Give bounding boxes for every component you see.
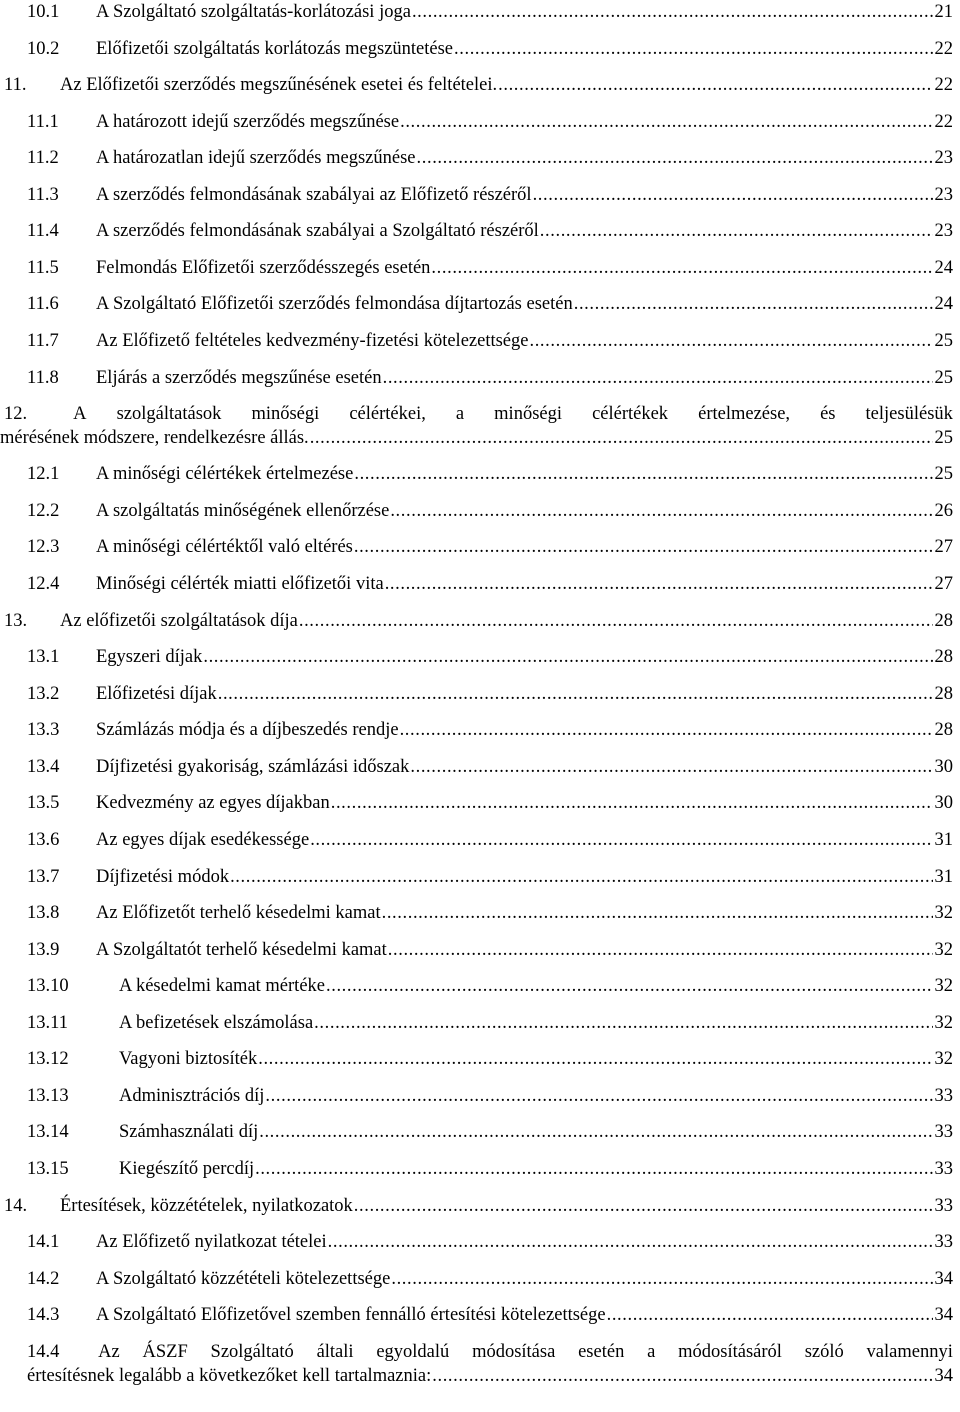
toc-entry[interactable]	[0, 256, 953, 280]
toc-entry-page: 25	[934, 331, 953, 351]
toc-entry-number: 13.	[4, 611, 28, 631]
toc-entry[interactable]	[0, 0, 953, 24]
toc-entry[interactable]	[0, 535, 953, 559]
dot-leader	[410, 755, 932, 779]
toc-entry-title-word: általi	[316, 1342, 354, 1362]
dot-leader	[431, 256, 932, 280]
toc-entry-page: 30	[934, 757, 953, 777]
toc-entry[interactable]	[0, 402, 953, 450]
toc-entry-title: Eljárás a szerződés megszűnése esetén	[96, 368, 382, 388]
toc-entry-title-word: Az	[98, 1342, 120, 1362]
dot-leader	[540, 219, 933, 243]
toc-entry[interactable]	[0, 1267, 953, 1291]
toc-entry-page: 21	[934, 2, 953, 22]
toc-entry-number: 14.3	[27, 1305, 60, 1325]
toc-entry-title: A határozatlan idejű szerződés megszűnése	[96, 148, 416, 168]
toc-entry-title-word: szóló	[804, 1342, 844, 1362]
dot-leader	[382, 901, 933, 925]
toc-entry-number: 13.5	[27, 793, 60, 813]
toc-entry[interactable]	[0, 1120, 953, 1144]
dot-leader	[203, 645, 932, 669]
toc-entry-page: 28	[934, 684, 953, 704]
toc-entry-title-word: Szolgáltató	[210, 1342, 294, 1362]
dot-leader	[574, 292, 933, 316]
toc-entry-title-word: a	[647, 1342, 656, 1362]
toc-entry[interactable]	[0, 938, 953, 962]
toc-entry-title: Előfizetési díjak	[96, 684, 217, 704]
toc-entry-number: 13.2	[27, 684, 60, 704]
toc-entry-number: 13.14	[27, 1122, 69, 1142]
toc-entry-page: 25	[934, 428, 953, 448]
toc-entry-number: 13.4	[27, 757, 60, 777]
toc-entry-page: 32	[934, 940, 953, 960]
toc-entry-page: 27	[934, 574, 953, 594]
toc-entry-title: Díjfizetési gyakoriság, számlázási időszak	[96, 757, 410, 777]
toc-entry-title-word: minőségi	[494, 404, 563, 424]
dot-leader	[310, 828, 932, 852]
dot-leader	[259, 1120, 932, 1144]
toc-entry-page: 34	[934, 1305, 953, 1325]
toc-entry[interactable]	[0, 183, 953, 207]
toc-entry-number: 13.11	[27, 1013, 68, 1033]
toc-entry-title: A minőségi célértéktől való eltérés	[96, 537, 353, 557]
toc-entry-title: Kedvezmény az egyes díjakban	[96, 793, 330, 813]
toc-entry[interactable]	[0, 73, 953, 97]
toc-entry-number: 12.2	[27, 501, 60, 521]
toc-entry-title-word: célértékei,	[349, 404, 426, 424]
toc-entry-title: A Szolgáltató szolgáltatás-korlátozási joga	[96, 2, 411, 22]
toc-entry[interactable]	[0, 462, 953, 486]
toc-entry-title: Előfizetői szolgáltatás korlátozás megszüntetése	[96, 39, 454, 59]
toc-entry[interactable]	[0, 499, 953, 523]
toc-entry-number: 11.2	[27, 148, 59, 168]
toc-entry-title-word: minőségi	[251, 404, 320, 424]
dot-leader	[529, 329, 932, 353]
dot-leader	[218, 682, 933, 706]
toc-entry-page: 32	[934, 1049, 953, 1069]
toc-entry[interactable]	[0, 572, 953, 596]
toc-entry[interactable]	[0, 37, 953, 61]
toc-entry-number: 13.13	[27, 1086, 69, 1106]
toc-entry-page: 28	[934, 720, 953, 740]
toc-entry-page: 33	[934, 1086, 953, 1106]
dot-leader	[498, 73, 932, 97]
toc-entry-number: 12.	[4, 404, 28, 424]
toc-entry-page: 31	[934, 867, 953, 887]
toc-entry-page: 25	[934, 368, 953, 388]
toc-entry[interactable]	[0, 1303, 953, 1327]
toc-entry-title-word: módosítása	[472, 1342, 556, 1362]
dot-leader	[255, 1157, 932, 1181]
toc-entry[interactable]	[0, 1230, 953, 1254]
toc-entry-title: Az Előfizetőt terhelő késedelmi kamat	[96, 903, 381, 923]
toc-entry-number: 13.10	[27, 976, 69, 996]
toc-entry-number: 14.2	[27, 1269, 60, 1289]
toc-entry-page: 32	[934, 976, 953, 996]
toc-entry-title: Díjfizetési módok	[96, 867, 230, 887]
toc-entry-page: 24	[934, 258, 953, 278]
toc-entry-title: Az Előfizetői szerződés megszűnésének esetei és feltételei.	[60, 75, 498, 95]
toc-entry-page: 33	[934, 1122, 953, 1142]
toc-entry-title: A befizetések elszámolása	[119, 1013, 314, 1033]
toc-entry[interactable]	[0, 755, 953, 779]
toc-entry-page: 32	[934, 903, 953, 923]
toc-entry-number: 13.8	[27, 903, 60, 923]
toc-entry[interactable]	[0, 110, 953, 134]
toc-entry-title-word: célértékek	[592, 404, 669, 424]
toc-entry-title: Egyszeri díjak	[96, 647, 203, 667]
toc-entry-number: 14.	[4, 1196, 28, 1216]
dot-leader	[417, 146, 933, 170]
toc-entry[interactable]	[0, 645, 953, 669]
dot-leader	[265, 1084, 932, 1108]
toc-entry-page: 24	[934, 294, 953, 314]
toc-entry[interactable]	[0, 1194, 953, 1218]
toc-entry-page: 26	[934, 501, 953, 521]
toc-entry-title-word: A	[73, 404, 87, 424]
dot-leader	[390, 499, 932, 523]
toc-entry-page: 23	[934, 185, 953, 205]
toc-entry-title-continued: mérésének módszere, rendelkezésre állás.	[0, 428, 309, 448]
toc-entry-title: Felmondás Előfizetői szerződésszegés esetén	[96, 258, 431, 278]
toc-entry-title-word: valamennyi	[866, 1342, 953, 1362]
toc-entry-page: 25	[934, 464, 953, 484]
toc-entry-title: A Szolgáltató Előfizetővel szemben fennálló értesítési kötelezettsége	[96, 1305, 606, 1325]
toc-entry-title: A Szolgáltatót terhelő késedelmi kamat	[96, 940, 387, 960]
toc-entry-title: A késedelmi kamat mértéke	[119, 976, 325, 996]
dot-leader	[400, 110, 932, 134]
toc-entry[interactable]	[0, 1011, 953, 1035]
dot-leader	[310, 426, 933, 450]
toc-entry-title: Vagyoni biztosíték	[119, 1049, 258, 1069]
toc-entry-title: A minőségi célértékek értelmezése	[96, 464, 354, 484]
toc-entry-title: A Szolgáltató közzétételi kötelezettsége	[96, 1269, 391, 1289]
toc-entry-number: 13.12	[27, 1049, 69, 1069]
toc-entry-page: 28	[934, 647, 953, 667]
toc-entry-page: 22	[934, 39, 953, 59]
toc-entry-title: Adminisztrációs díj	[119, 1086, 265, 1106]
toc-entry-title-word: szolgáltatások	[116, 404, 222, 424]
toc-entry-number: 12.3	[27, 537, 60, 557]
toc-entry-number: 11.6	[27, 294, 59, 314]
toc-entry-number: 11.8	[27, 368, 59, 388]
toc-entry-page: 23	[934, 148, 953, 168]
toc-entry[interactable]	[0, 901, 953, 925]
toc-entry-title-word: teljesülésük	[865, 404, 953, 424]
toc-entry[interactable]	[0, 292, 953, 316]
toc-entry-number: 11.	[4, 75, 27, 95]
dot-leader	[385, 572, 933, 596]
dot-leader	[331, 791, 933, 815]
dot-leader	[607, 1303, 933, 1327]
toc-entry-page: 28	[934, 611, 953, 631]
toc-entry-page: 33	[934, 1196, 953, 1216]
toc-entry-title-word: a	[455, 404, 465, 424]
dot-leader	[412, 0, 933, 24]
toc-entry-number: 13.7	[27, 867, 60, 887]
toc-entry-page: 27	[934, 537, 953, 557]
dot-leader	[383, 366, 933, 390]
toc-entry-number: 10.2	[27, 39, 60, 59]
toc-entry-title: Az Előfizető feltételes kedvezmény-fizetési kötelezettsége	[96, 331, 529, 351]
dot-leader	[299, 609, 933, 633]
toc-entry-number: 11.5	[27, 258, 59, 278]
toc-entry-page: 22	[934, 112, 953, 132]
toc-entry-page: 23	[934, 221, 953, 241]
toc-entry[interactable]	[0, 329, 953, 353]
toc-entry-number: 13.9	[27, 940, 60, 960]
toc-entry[interactable]	[0, 1047, 953, 1071]
toc-entry[interactable]	[0, 609, 953, 633]
toc-entry-page: 32	[934, 1013, 953, 1033]
dot-leader	[432, 1364, 932, 1388]
toc-entry-title: A szerződés felmondásának szabályai az Előfizető részéről	[96, 185, 532, 205]
dot-leader	[454, 37, 932, 61]
toc-entry-title-continued: értesítésnek legalább a következőket kell tartalmaznia:	[27, 1366, 432, 1386]
toc-entry-page: 22	[934, 75, 953, 95]
toc-entry-number: 11.7	[27, 331, 59, 351]
toc-entry-title: A határozott idejű szerződés megszűnése	[96, 112, 400, 132]
dot-leader	[328, 1230, 933, 1254]
toc-entry-page: 34	[934, 1366, 953, 1386]
toc-entry-title: Kiegészítő percdíj	[119, 1159, 255, 1179]
toc-entry[interactable]	[0, 146, 953, 170]
toc-entry-number: 10.1	[27, 2, 60, 22]
dot-leader	[533, 183, 933, 207]
toc-entry[interactable]	[0, 682, 953, 706]
toc-entry-number: 12.4	[27, 574, 60, 594]
toc-entry-number: 11.4	[27, 221, 59, 241]
toc-entry-number: 13.3	[27, 720, 60, 740]
toc-entry-title: Az előfizetői szolgáltatások díja	[60, 611, 298, 631]
dot-leader	[314, 1011, 932, 1035]
dot-leader	[400, 718, 933, 742]
toc-entry[interactable]	[0, 1084, 953, 1108]
toc-entry-page: 33	[934, 1159, 953, 1179]
dot-leader	[391, 1267, 932, 1291]
toc-entry-page: 31	[934, 830, 953, 850]
toc-entry-number: 11.3	[27, 185, 59, 205]
toc-entry-number: 13.1	[27, 647, 60, 667]
toc-entry[interactable]	[0, 1340, 953, 1388]
toc-entry-title: Minőségi célérték miatti előfizetői vita	[96, 574, 384, 594]
toc-entry[interactable]	[0, 1157, 953, 1181]
toc-entry-title-word: értelmezése,	[698, 404, 791, 424]
dot-leader	[354, 1194, 933, 1218]
toc-entry-page: 34	[934, 1269, 953, 1289]
dot-leader	[354, 462, 932, 486]
toc-entry-page: 33	[934, 1232, 953, 1252]
toc-entry-number: 13.15	[27, 1159, 69, 1179]
toc-entry-title: A szolgáltatás minőségének ellenőrzése	[96, 501, 390, 521]
toc-entry-number: 14.4	[27, 1342, 60, 1362]
toc-entry[interactable]	[0, 974, 953, 998]
toc-entry-title-word: módosításáról	[678, 1342, 782, 1362]
dot-leader	[230, 865, 932, 889]
toc-entry-title-word: és	[820, 404, 836, 424]
toc-entry-title-word: esetén	[578, 1342, 625, 1362]
toc-entry-title-word: egyoldalú	[376, 1342, 450, 1362]
toc-entry-title: Számlázás módja és a díjbeszedés rendje	[96, 720, 399, 740]
toc-entry-number: 12.1	[27, 464, 60, 484]
toc-entry-number: 11.1	[27, 112, 59, 132]
toc-entry[interactable]	[0, 366, 953, 390]
toc-entry-title: Értesítések, közzétételek, nyilatkozatok	[60, 1196, 353, 1216]
toc-entry-title: A Szolgáltató Előfizetői szerződés felmondása díjtartozás esetén	[96, 294, 573, 314]
dot-leader	[354, 535, 933, 559]
toc-entry[interactable]	[0, 865, 953, 889]
toc-entry[interactable]	[0, 219, 953, 243]
toc-entry-title: A szerződés felmondásának szabályai a Szolgáltató részéről	[96, 221, 539, 241]
dot-leader	[258, 1047, 932, 1071]
toc-entry-title: Az Előfizető nyilatkozat tételei	[96, 1232, 327, 1252]
toc-entry-number: 13.6	[27, 830, 60, 850]
toc-entry[interactable]	[0, 791, 953, 815]
toc-entry[interactable]	[0, 718, 953, 742]
toc-entry-title: Számhasználati díj	[119, 1122, 259, 1142]
toc-entry-title: Az egyes díjak esedékessége	[96, 830, 310, 850]
toc-entry[interactable]	[0, 828, 953, 852]
dot-leader	[326, 974, 933, 998]
toc-entry-page: 30	[934, 793, 953, 813]
toc-entry-title-word: ÁSZF	[142, 1342, 188, 1362]
dot-leader	[388, 938, 933, 962]
toc-entry-number: 14.1	[27, 1232, 60, 1252]
